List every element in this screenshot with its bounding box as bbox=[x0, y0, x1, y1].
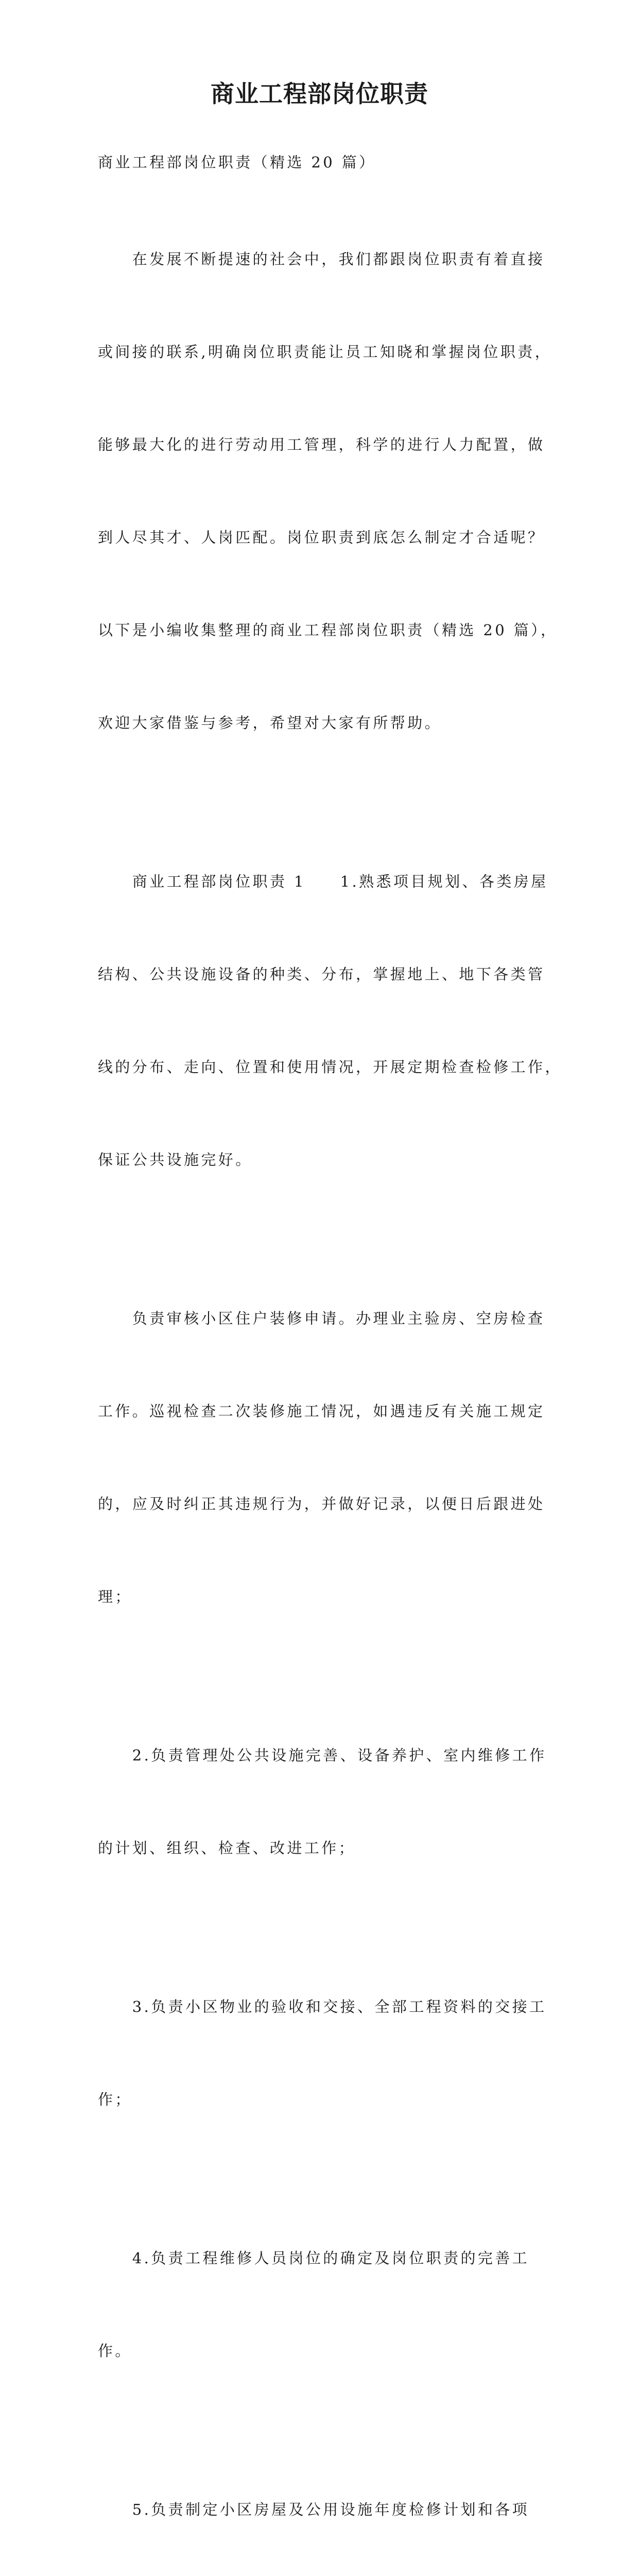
text-line: 的计划、组织、检查、改进工作； bbox=[98, 1839, 356, 1857]
text-line: 2.负责管理处公共设施完善、设备养护、室内维修工作 bbox=[98, 1747, 547, 1764]
text-line: 能够最大化的进行劳动用工管理，科学的进行人力配置，做 bbox=[98, 436, 545, 453]
review-paragraph bbox=[98, 1241, 544, 1674]
item-2-paragraph bbox=[98, 1678, 547, 1925]
section1-paragraph bbox=[98, 804, 562, 1237]
intro-paragraph bbox=[98, 182, 558, 800]
text-line: 商业工程部岗位职责 1 1.熟悉项目规划、各类房屋 bbox=[98, 873, 548, 890]
text-line: 结构、公共设施设备的种类、分布，掌握地上、地下各类管 bbox=[98, 965, 545, 983]
text-line: 的，应及时纠正其违规行为，并做好记录，以便日后跟进处 bbox=[98, 1495, 545, 1513]
text-line: 作； bbox=[98, 2091, 132, 2108]
document-body bbox=[98, 147, 562, 2576]
text-line: 欢迎大家借鉴与参考，希望对大家有所帮助。 bbox=[98, 714, 442, 732]
document-title: 商业工程部岗位职责 bbox=[211, 80, 428, 108]
text-line: 4.负责工程维修人员岗位的确定及岗位职责的完善工 bbox=[98, 2249, 530, 2267]
text-line: 或间接的联系,明确岗位职责能让员工知晓和掌握岗位职责， bbox=[98, 343, 552, 361]
text-line: 工作。巡视检查二次装修施工情况，如遇违反有关施工规定 bbox=[98, 1402, 545, 1420]
text-line: 以下是小编收集整理的商业工程部岗位职责（精选 20 篇）， bbox=[98, 621, 558, 639]
item-4-paragraph bbox=[98, 2181, 544, 2428]
text-line: 到人尽其才、人岗匹配。岗位职责到底怎么制定才合适呢？ bbox=[98, 529, 545, 546]
document-subtitle: 商业工程部岗位职责（精选 20 篇） bbox=[98, 154, 376, 171]
text-line: 线的分布、走向、位置和使用情况，开展定期检查检修工作， bbox=[98, 1058, 562, 1076]
text-line: 作。 bbox=[98, 2342, 132, 2360]
text-line: 保证公共设施完好。 bbox=[98, 1151, 253, 1168]
text-line: 理； bbox=[98, 1588, 132, 1605]
text-line: 负责审核小区住户装修申请。办理业主验房、空房检查 bbox=[98, 1310, 545, 1327]
text-line: 5.负责制定小区房屋及公用设施年度检修计划和各项 bbox=[98, 2501, 530, 2518]
text-line: 在发展不断提速的社会中，我们都跟岗位职责有着直接 bbox=[98, 250, 545, 268]
text-line: 3.负责小区物业的验收和交接、全部工程资料的交接工 bbox=[98, 1998, 547, 2015]
item-3-paragraph bbox=[98, 1929, 547, 2177]
item-5-paragraph bbox=[98, 2432, 544, 2576]
